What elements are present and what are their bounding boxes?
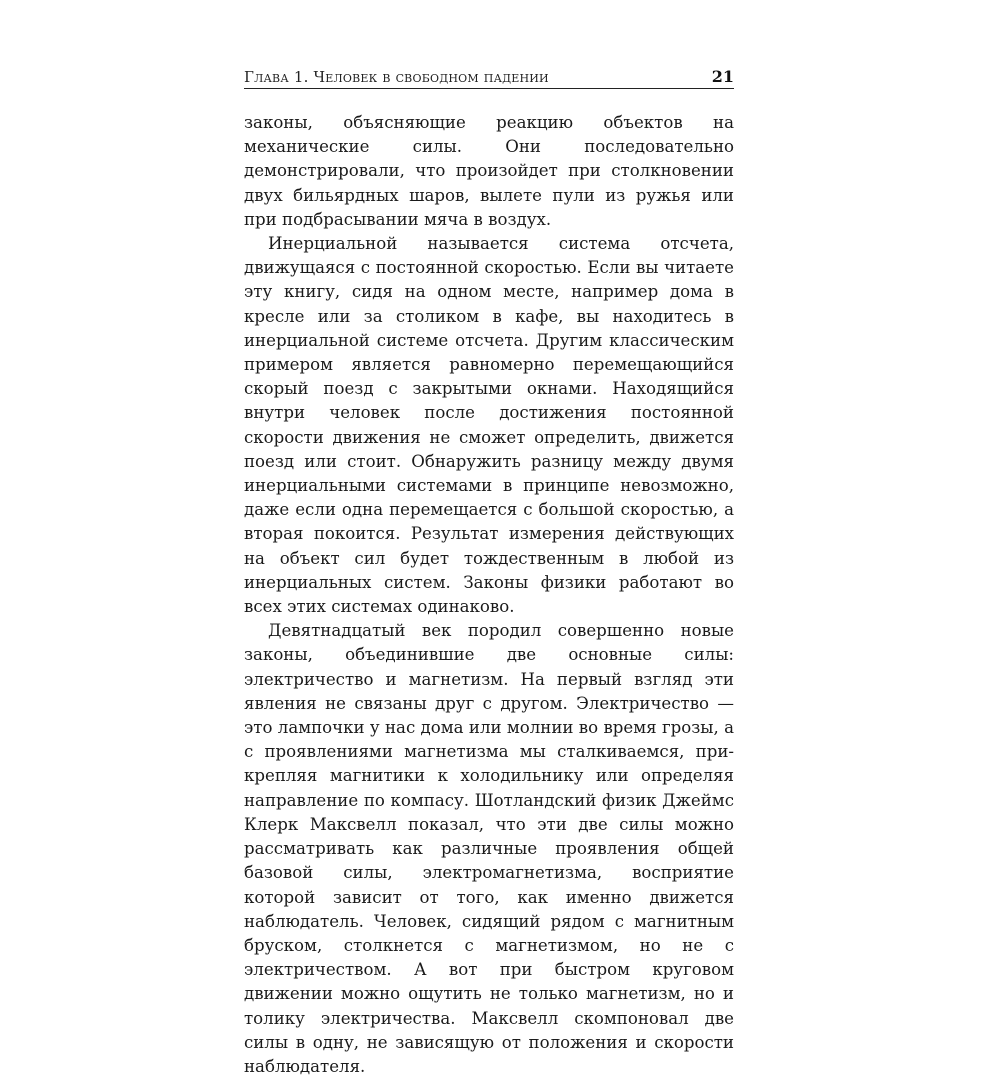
paragraph-3: Девятнадцатый век породил совершенно новые законы, объединившие две основные силы: электричество и магнетизм. На первый взгляд эти явления не связаны друг с другом. Электричество — это лампочки у нас дома или молнии во время грозы, а с проявлениями магнетизма мы сталкиваемся, прикрепляя магнитики к холодильнику или определяя направление по компасу. Шотландский физик Джеймс Клерк Максвелл показал, что эти две силы можно рассматривать как различные проявления общей базовой силы, электромагнетизма, восприятие которой зависит от того, как именно движется наблюдатель. Человек, сидящий рядом с магнитным бруском, столкнется с магнетизмом, но не с электричеством. А вот при быстром круговом движении можно ощутить не только магнетизм, но и толику электричества. Максвелл скомпоновал две силы в одну, не зависящую от положения и скорости наблюдателя. [244, 621, 734, 1076]
body-text [244, 111, 734, 1079]
chapter-title: Глава 1. Человек в свободном падении [244, 68, 549, 86]
paragraph-1: законы, объясняющие реакцию объектов на механические силы. Они последовательно демонстрировали, что произойдет при столкновении двух бильярдных шаров, вылете пули из ружья или при подбрасывании мяча в воздух. [244, 113, 734, 229]
paragraph-2: Инерциальной называется система отсчета, движущаяся с постоянной скоростью. Если вы читаете эту книгу, сидя на одном месте, например дома в кресле или за столиком в кафе, вы находитесь в инерциальной системе отсчета. Другим классическим примером является равномерно перемещающийся скорый поезд с закрытыми окнами. Находящийся внутри человек после достижения постоянной скорости движения не сможет определить, движется поезд или стоит. Обнаружить разницу между двумя инерциальными системами в принципе невозможно, даже если одна перемещается с большой скоростью, а вторая покоится. Результат измерения действующих на объект сил будет тождественным в любой из инерциальных систем. Законы физики работают во всех этих системах одинаково. [244, 234, 734, 617]
book-page [244, 56, 734, 1079]
running-head [244, 56, 734, 89]
page-number: 21 [711, 67, 734, 86]
